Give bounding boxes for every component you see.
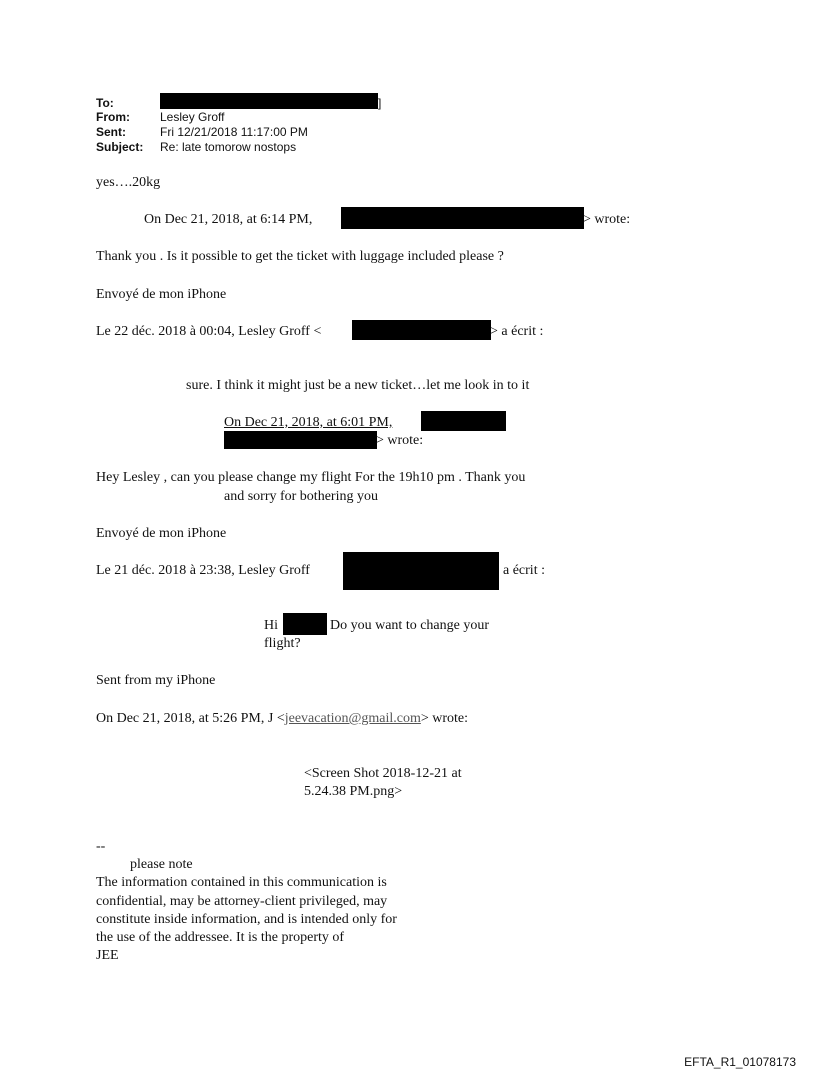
- redaction-box: [352, 320, 491, 340]
- le21-prefix: Le 21 déc. 2018 à 23:38, Lesley Groff: [96, 563, 310, 578]
- redaction-box: [341, 207, 584, 229]
- disclaimer-line-3: constitute inside information, and is intended only for: [96, 912, 397, 927]
- redaction-box: [343, 552, 499, 590]
- disclaimer-line-1: The information contained in this communication is: [96, 875, 387, 890]
- signature-dashes: --: [96, 839, 106, 854]
- on-j-suffix: > wrote:: [420, 711, 469, 726]
- le22-suffix: > a écrit :: [490, 324, 544, 339]
- quote-header-2: On Dec 21, 2018, at 6:01 PM,: [224, 415, 393, 430]
- to-bracket: ]: [378, 96, 382, 110]
- on-j-prefix: On Dec 21, 2018, at 5:26 PM, J <: [96, 711, 285, 726]
- document-id: EFTA_R1_01078173: [684, 1055, 796, 1069]
- le21-suffix: a écrit :: [503, 563, 545, 578]
- hi-line-2: flight?: [264, 636, 301, 651]
- to-label: To:: [96, 96, 114, 110]
- subject-label: Subject:: [96, 140, 144, 154]
- disclaimer-line-5: JEE: [96, 948, 119, 963]
- envoye-line-2: Envoyé de mon iPhone: [96, 526, 227, 541]
- sent-label: Sent:: [96, 125, 126, 139]
- quote-header-1: On Dec 21, 2018, at 6:14 PM,: [144, 212, 313, 227]
- reply-text: yes….20kg: [96, 175, 161, 190]
- from-label: From:: [96, 110, 130, 124]
- hi-prefix: Hi: [264, 618, 278, 633]
- email-link[interactable]: jeevacation@gmail.com: [284, 711, 421, 726]
- hey-line-2: and sorry for bothering you: [224, 489, 378, 504]
- attachment-line-2: 5.24.38 PM.png>: [304, 784, 403, 799]
- disclaimer-line-2: confidential, may be attorney-client privileged, may: [96, 894, 388, 909]
- redaction-box: [421, 411, 506, 431]
- hi-suffix: Do you want to change your: [330, 618, 490, 633]
- redaction-box: [224, 431, 377, 449]
- message-luggage: Thank you . Is it possible to get the ticket with luggage included please ?: [96, 249, 504, 264]
- redaction-box: [160, 93, 378, 109]
- please-note: please note: [130, 857, 193, 872]
- from-value: Lesley Groff: [160, 110, 225, 124]
- on-j-line: [96, 710, 468, 727]
- hey-line-1: Hey Lesley , can you please change my flight For the 19h10 pm . Thank you: [96, 470, 526, 485]
- subject-value: Re: late tomorow nostops: [160, 140, 297, 154]
- sure-message: sure. I think it might just be a new ticket…let me look in to it: [186, 378, 530, 393]
- sent-from-iphone: Sent from my iPhone: [96, 673, 216, 688]
- le22-prefix: Le 22 déc. 2018 à 00:04, Lesley Groff <: [96, 324, 322, 339]
- quote-wrote-1: > wrote:: [583, 212, 631, 227]
- redaction-box: [283, 613, 327, 635]
- quote-wrote-2: > wrote:: [376, 433, 424, 448]
- envoye-line-1: Envoyé de mon iPhone: [96, 287, 227, 302]
- disclaimer-line-4: the use of the addressee. It is the property of: [96, 930, 345, 945]
- sent-value: Fri 12/21/2018 11:17:00 PM: [160, 125, 308, 139]
- attachment-line-1: <Screen Shot 2018-12-21 at: [304, 766, 462, 781]
